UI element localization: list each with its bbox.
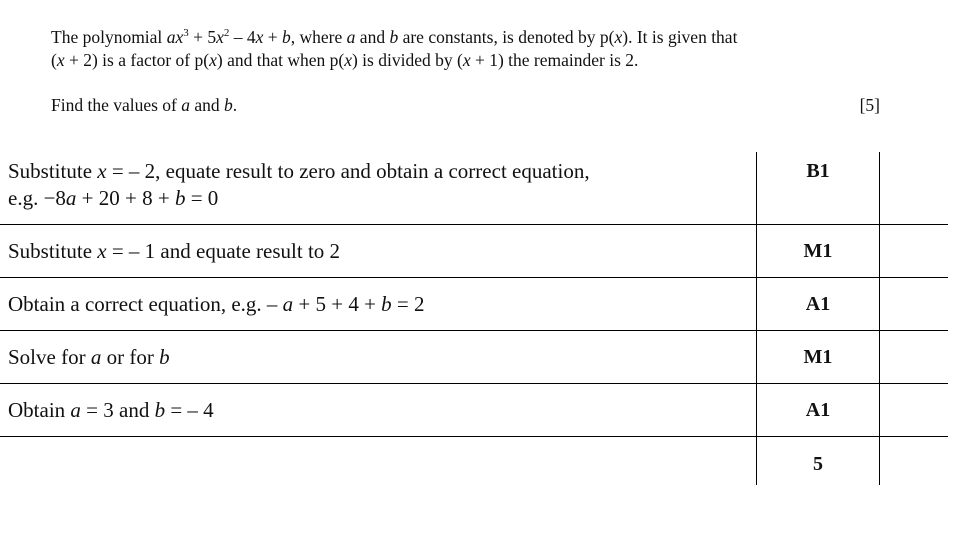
step-description: Substitute x = – 2, equate result to zero and obtain a correct equation, <box>8 159 590 183</box>
row-divider <box>0 277 948 278</box>
row-divider <box>0 383 948 384</box>
question-line-2: (x + 2) is a factor of p(x) and that when p(x) is divided by (x + 1) the remainder is 2. <box>51 50 639 70</box>
row-divider <box>0 436 948 437</box>
mark-code: M1 <box>803 346 833 368</box>
find-values-text: Find the values of a and b. <box>51 95 238 115</box>
question-line-1: The polynomial $ax^3 + 5x^2 - 4x + b$, where a and b are constants, is denoted by p(x). It is given that <box>51 27 738 47</box>
mark-code: A1 <box>805 293 831 315</box>
table-row: Obtain a correct equation, e.g. – a + 5 + 4 + b = 2 <box>8 292 425 316</box>
row-divider <box>0 330 948 331</box>
table-row <box>8 158 590 212</box>
mark-code: A1 <box>805 399 831 421</box>
mark-code: M1 <box>803 240 833 262</box>
row-divider <box>0 224 948 225</box>
total-mark: 5 <box>813 453 823 475</box>
table-row: Solve for a or for b <box>8 345 170 369</box>
step-example: e.g. −8a + 20 + 8 + b = 0 <box>8 186 219 210</box>
column-divider <box>756 152 757 485</box>
table-row: Substitute x = – 1 and equate result to 2 <box>8 239 341 263</box>
mark-code: B1 <box>806 160 830 182</box>
total-marks-label: [5] <box>859 95 880 115</box>
table-row: Obtain a = 3 and b = – 4 <box>8 398 214 422</box>
column-divider <box>879 152 880 485</box>
